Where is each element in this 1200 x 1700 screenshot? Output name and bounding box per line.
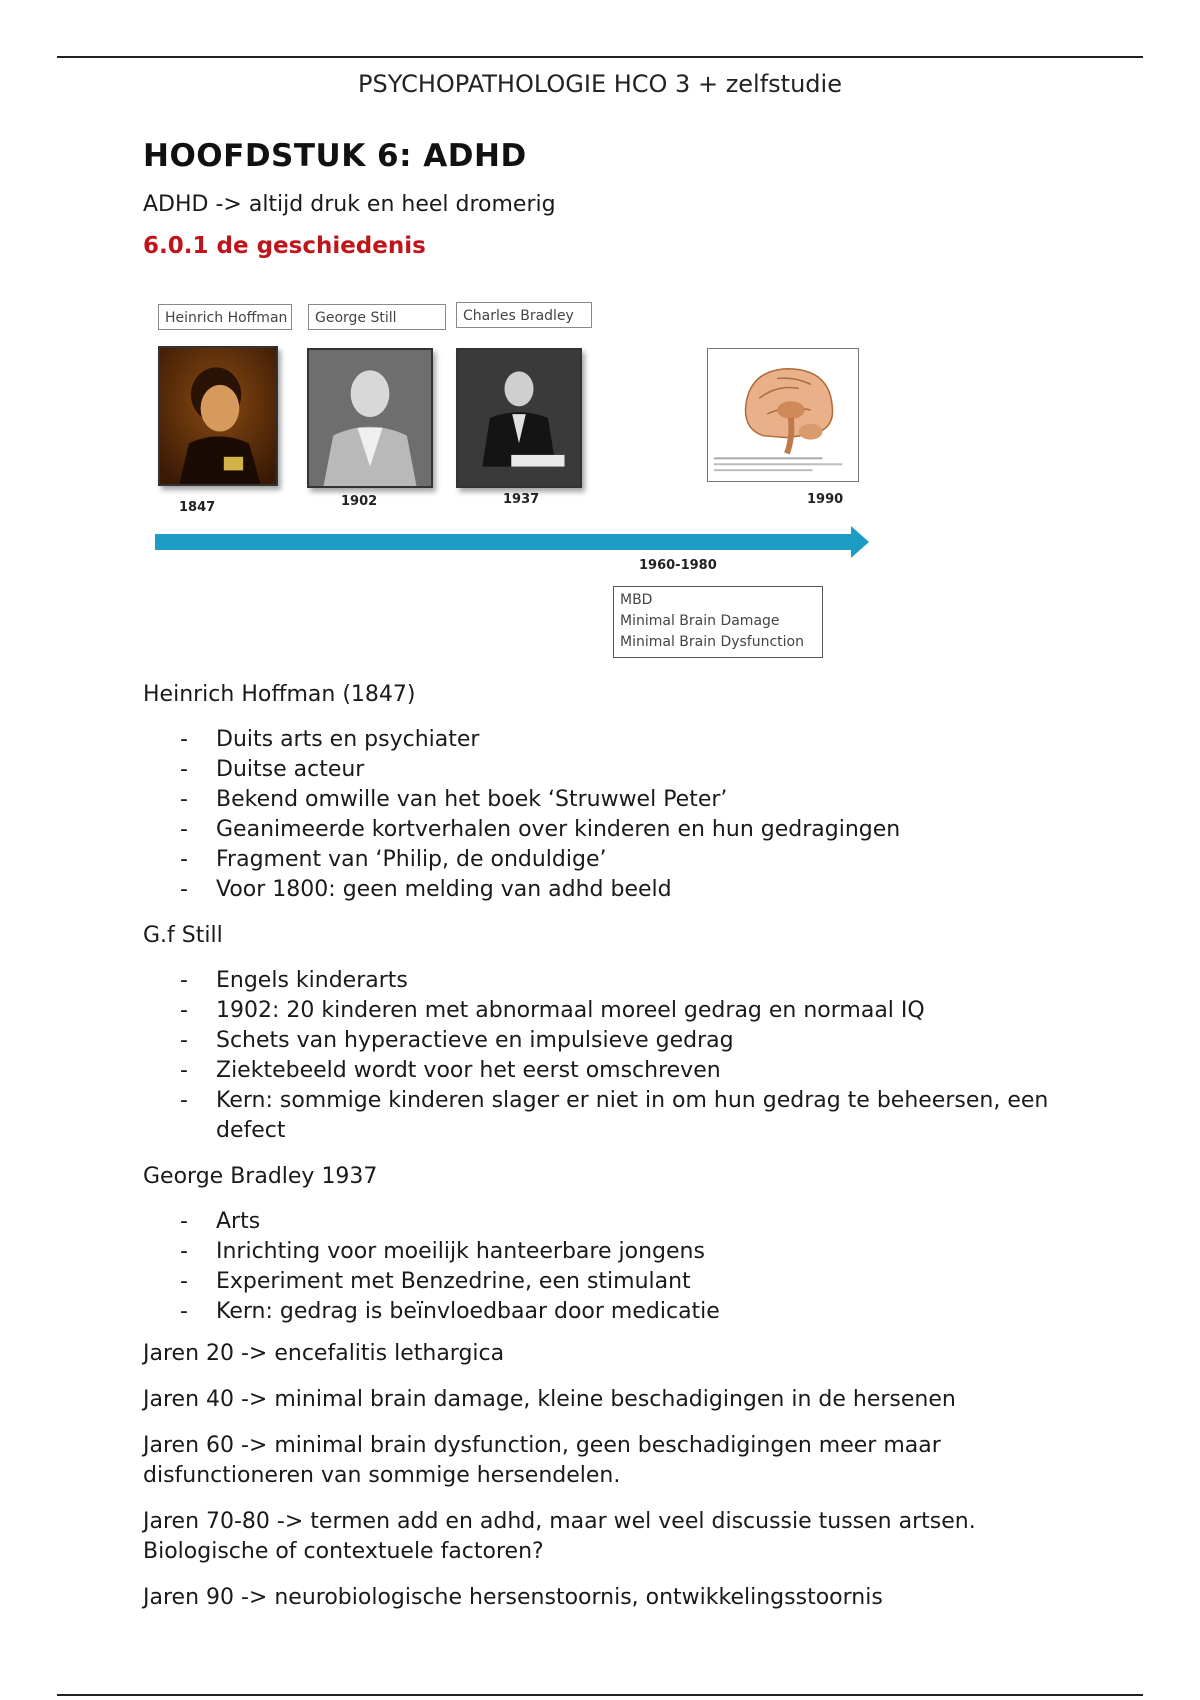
list-item: - Engels kinderarts xyxy=(143,966,1083,996)
portrait-bradley-image xyxy=(458,350,580,486)
era-paragraph: Jaren 20 -> encefalitis lethargica xyxy=(143,1341,505,1366)
section-title-hoffman: Heinrich Hoffman (1847) xyxy=(143,682,416,707)
portrait-hoffman xyxy=(158,346,278,486)
year-1902: 1902 xyxy=(341,494,378,509)
list-item: - Fragment van ‘Philip, de onduldige’ xyxy=(143,845,1083,875)
subsection-title: 6.0.1 de geschiedenis xyxy=(143,233,426,259)
list-item: - 1902: 20 kinderen met abnormaal moreel gedrag en normaal IQ xyxy=(143,996,1083,1026)
chapter-title: HOOFDSTUK 6: ADHD xyxy=(143,138,527,174)
list-item: - Bekend omwille van het boek ‘Struwwel Peter’ xyxy=(143,785,1083,815)
list-item: - Voor 1800: geen melding van adhd beeld xyxy=(143,875,1083,905)
portrait-hoffman-image xyxy=(160,348,276,484)
name-box-bradley: Charles Bradley xyxy=(456,302,592,328)
section-list-hoffman xyxy=(143,725,1083,905)
list-item: - Duitse acteur xyxy=(143,755,1083,785)
bottom-rule xyxy=(57,1694,1143,1696)
portrait-bradley xyxy=(456,348,582,488)
section-title-still: G.f Still xyxy=(143,923,223,948)
list-item: - Kern: gedrag is beïnvloedbaar door medicatie xyxy=(143,1297,1083,1327)
list-item: - Kern: sommige kinderen slager er niet in om hun gedrag te beheersen, een defect xyxy=(143,1086,1083,1146)
list-item: - Ziektebeeld wordt voor het eerst omschreven xyxy=(143,1056,1083,1086)
era-paragraph: Jaren 70-80 -> termen add en adhd, maar wel veel discussie tussen artsen. Biologische of contextuele factoren? xyxy=(143,1509,976,1564)
portrait-still xyxy=(307,348,433,488)
body-text xyxy=(143,682,1083,1629)
era-paragraph: Jaren 40 -> minimal brain damage, kleine beschadigingen in de hersenen xyxy=(143,1387,956,1412)
period-1960-1980: 1960-1980 xyxy=(639,558,717,573)
year-1990: 1990 xyxy=(807,492,844,507)
page-header: PSYCHOPATHOLOGIE HCO 3 + zelfstudie xyxy=(358,70,842,98)
era-paragraph: Jaren 60 -> minimal brain dysfunction, geen beschadigingen meer maar disfunctioneren van sommige hersendelen. xyxy=(143,1433,941,1488)
top-rule xyxy=(57,56,1143,58)
list-item: - Arts xyxy=(143,1207,1083,1237)
portrait-still-image xyxy=(309,350,431,486)
brain-diagram-image xyxy=(708,349,858,481)
mbd-box xyxy=(613,586,823,658)
list-item: - Inrichting voor moeilijk hanteerbare jongens xyxy=(143,1237,1083,1267)
era-paragraph: Jaren 90 -> neurobiologische hersenstoornis, ontwikkelingsstoornis xyxy=(143,1585,883,1610)
year-1847: 1847 xyxy=(179,500,216,515)
section-title-bradley: George Bradley 1937 xyxy=(143,1164,378,1189)
chapter-intro: ADHD -> altijd druk en heel dromerig xyxy=(143,192,556,217)
list-item: - Duits arts en psychiater xyxy=(143,725,1083,755)
mbd-line-damage: Minimal Brain Damage xyxy=(620,613,780,629)
brain-diagram xyxy=(707,348,859,482)
section-list-bradley xyxy=(143,1207,1083,1327)
timeline-figure xyxy=(155,296,895,666)
timeline-arrow xyxy=(155,524,869,560)
mbd-line-abbr: MBD xyxy=(620,592,653,608)
section-list-still xyxy=(143,966,1083,1146)
name-box-hoffman: Heinrich Hoffman xyxy=(158,304,292,330)
mbd-line-dysfunction: Minimal Brain Dysfunction xyxy=(620,634,804,650)
name-box-still: George Still xyxy=(308,304,446,330)
list-item: - Geanimeerde kortverhalen over kinderen en hun gedragingen xyxy=(143,815,1083,845)
list-item: - Schets van hyperactieve en impulsieve gedrag xyxy=(143,1026,1083,1056)
list-item: - Experiment met Benzedrine, een stimulant xyxy=(143,1267,1083,1297)
year-1937: 1937 xyxy=(503,492,540,507)
chapter-heading-block xyxy=(143,138,1083,259)
